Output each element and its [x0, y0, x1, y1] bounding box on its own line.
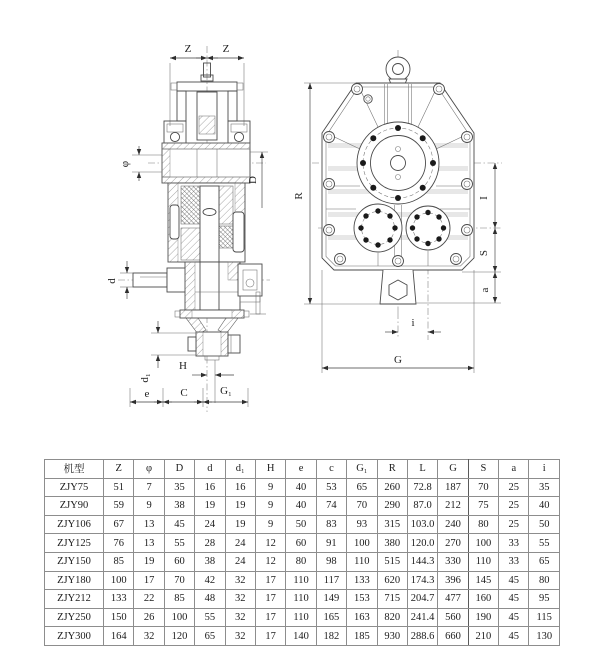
- table-row: [45, 478, 560, 497]
- value-cell: 115: [529, 608, 560, 627]
- value-cell: 60: [164, 552, 194, 571]
- value-cell: 17: [255, 627, 285, 646]
- value-cell: 110: [347, 552, 377, 571]
- value-cell: 75: [468, 497, 498, 516]
- col-header-3: D: [164, 460, 194, 479]
- value-cell: 330: [438, 552, 468, 571]
- value-cell: 153: [347, 590, 377, 609]
- value-cell: 25: [499, 478, 529, 497]
- value-cell: 19: [225, 497, 255, 516]
- value-cell: 9: [255, 478, 285, 497]
- col-header-1: Z: [104, 460, 134, 479]
- value-cell: 288.6: [407, 627, 437, 646]
- value-cell: 396: [438, 571, 468, 590]
- value-cell: 477: [438, 590, 468, 609]
- model-cell: ZJY180: [45, 571, 104, 590]
- value-cell: 164: [104, 627, 134, 646]
- value-cell: 25: [499, 515, 529, 534]
- value-cell: 51: [104, 478, 134, 497]
- spec-table: [44, 459, 560, 646]
- dim-label-phi: φ: [119, 160, 131, 168]
- value-cell: 820: [377, 608, 407, 627]
- value-cell: 204.7: [407, 590, 437, 609]
- table-row: [45, 552, 560, 571]
- value-cell: 80: [468, 515, 498, 534]
- dim-label-e: e: [144, 388, 150, 400]
- value-cell: 55: [195, 608, 225, 627]
- main-bearing-flange: [357, 122, 439, 204]
- value-cell: 13: [134, 515, 164, 534]
- dim-label-I: I: [478, 196, 490, 200]
- value-cell: 100: [468, 534, 498, 553]
- dim-label-D: D: [247, 176, 259, 184]
- value-cell: 40: [286, 497, 316, 516]
- dim-label-G: G: [394, 354, 402, 366]
- model-cell: ZJY150: [45, 552, 104, 571]
- value-cell: 100: [347, 534, 377, 553]
- value-cell: 17: [134, 571, 164, 590]
- value-cell: 33: [499, 534, 529, 553]
- dim-label-a: a: [479, 287, 491, 293]
- value-cell: 45: [164, 515, 194, 534]
- side-section-view: [106, 43, 270, 412]
- value-cell: 715: [377, 590, 407, 609]
- col-header-11: L: [407, 460, 437, 479]
- value-cell: 145: [468, 571, 498, 590]
- value-cell: 32: [225, 627, 255, 646]
- value-cell: 182: [316, 627, 346, 646]
- value-cell: 70: [347, 497, 377, 516]
- value-cell: 117: [316, 571, 346, 590]
- model-cell: ZJY125: [45, 534, 104, 553]
- value-cell: 133: [347, 571, 377, 590]
- value-cell: 19: [225, 515, 255, 534]
- col-header-7: e: [286, 460, 316, 479]
- value-cell: 33: [499, 552, 529, 571]
- value-cell: 16: [225, 478, 255, 497]
- value-cell: 55: [164, 534, 194, 553]
- col-header-6: H: [255, 460, 285, 479]
- value-cell: 87.0: [407, 497, 437, 516]
- value-cell: 110: [286, 608, 316, 627]
- value-cell: 40: [286, 478, 316, 497]
- value-cell: 9: [255, 515, 285, 534]
- col-header-15: i: [529, 460, 560, 479]
- value-cell: 95: [529, 590, 560, 609]
- value-cell: 9: [134, 497, 164, 516]
- value-cell: 72.8: [407, 478, 437, 497]
- value-cell: 290: [377, 497, 407, 516]
- value-cell: 19: [134, 552, 164, 571]
- value-cell: 240: [438, 515, 468, 534]
- value-cell: 120: [164, 627, 194, 646]
- value-cell: 26: [134, 608, 164, 627]
- col-header-8: c: [316, 460, 346, 479]
- value-cell: 70: [468, 478, 498, 497]
- table-row: [45, 627, 560, 646]
- value-cell: 270: [438, 534, 468, 553]
- value-cell: 17: [255, 608, 285, 627]
- value-cell: 65: [529, 552, 560, 571]
- col-header-2: φ: [134, 460, 164, 479]
- dim-label-d1: d₁: [139, 373, 151, 383]
- value-cell: 560: [438, 608, 468, 627]
- value-cell: 65: [347, 478, 377, 497]
- model-cell: ZJY90: [45, 497, 104, 516]
- value-cell: 35: [529, 478, 560, 497]
- value-cell: 190: [468, 608, 498, 627]
- value-cell: 16: [195, 478, 225, 497]
- table-row: [45, 590, 560, 609]
- value-cell: 83: [316, 515, 346, 534]
- front-view: [293, 50, 502, 373]
- table-row: [45, 534, 560, 553]
- col-header-0: 机型: [45, 460, 104, 479]
- value-cell: 380: [377, 534, 407, 553]
- value-cell: 19: [195, 497, 225, 516]
- dim-label-i: i: [411, 317, 415, 329]
- value-cell: 163: [347, 608, 377, 627]
- value-cell: 187: [438, 478, 468, 497]
- value-cell: 140: [286, 627, 316, 646]
- value-cell: 24: [195, 515, 225, 534]
- value-cell: 24: [225, 552, 255, 571]
- value-cell: 100: [104, 571, 134, 590]
- value-cell: 67: [104, 515, 134, 534]
- value-cell: 80: [529, 571, 560, 590]
- value-cell: 50: [529, 515, 560, 534]
- value-cell: 160: [468, 590, 498, 609]
- model-cell: ZJY212: [45, 590, 104, 609]
- dim-label-d: d: [106, 278, 118, 284]
- col-header-10: R: [377, 460, 407, 479]
- value-cell: 12: [255, 534, 285, 553]
- value-cell: 85: [104, 552, 134, 571]
- value-cell: 103.0: [407, 515, 437, 534]
- value-cell: 100: [164, 608, 194, 627]
- value-cell: 48: [195, 590, 225, 609]
- value-cell: 133: [104, 590, 134, 609]
- value-cell: 660: [438, 627, 468, 646]
- value-cell: 110: [286, 571, 316, 590]
- value-cell: 110: [286, 590, 316, 609]
- value-cell: 241.4: [407, 608, 437, 627]
- dim-label-z-left: Z: [184, 43, 192, 55]
- value-cell: 40: [529, 497, 560, 516]
- value-cell: 144.3: [407, 552, 437, 571]
- value-cell: 38: [195, 552, 225, 571]
- col-header-5: d₁: [225, 460, 255, 479]
- value-cell: 32: [225, 571, 255, 590]
- value-cell: 32: [134, 627, 164, 646]
- model-cell: ZJY75: [45, 478, 104, 497]
- value-cell: 70: [164, 571, 194, 590]
- value-cell: 38: [164, 497, 194, 516]
- value-cell: 45: [499, 608, 529, 627]
- value-cell: 17: [255, 590, 285, 609]
- value-cell: 98: [316, 552, 346, 571]
- dim-label-S: S: [478, 249, 490, 257]
- value-cell: 185: [347, 627, 377, 646]
- value-cell: 76: [104, 534, 134, 553]
- value-cell: 17: [255, 571, 285, 590]
- value-cell: 210: [468, 627, 498, 646]
- value-cell: 260: [377, 478, 407, 497]
- col-header-9: G₁: [347, 460, 377, 479]
- value-cell: 80: [286, 552, 316, 571]
- value-cell: 74: [316, 497, 346, 516]
- value-cell: 59: [104, 497, 134, 516]
- value-cell: 150: [104, 608, 134, 627]
- value-cell: 13: [134, 534, 164, 553]
- value-cell: 120.0: [407, 534, 437, 553]
- dimension-table-wrap: [44, 459, 560, 646]
- value-cell: 149: [316, 590, 346, 609]
- value-cell: 45: [499, 627, 529, 646]
- dim-label-C: C: [180, 387, 188, 399]
- value-cell: 93: [347, 515, 377, 534]
- value-cell: 28: [195, 534, 225, 553]
- model-cell: ZJY106: [45, 515, 104, 534]
- value-cell: 55: [529, 534, 560, 553]
- value-cell: 212: [438, 497, 468, 516]
- header-row: [45, 460, 560, 479]
- value-cell: 24: [225, 534, 255, 553]
- dim-label-R: R: [293, 192, 305, 200]
- col-header-14: a: [499, 460, 529, 479]
- value-cell: 50: [286, 515, 316, 534]
- dim-label-G1: G₁: [220, 385, 232, 397]
- value-cell: 85: [164, 590, 194, 609]
- value-cell: 60: [286, 534, 316, 553]
- dim-label-H: H: [179, 360, 187, 372]
- col-header-4: d: [195, 460, 225, 479]
- table-row: [45, 571, 560, 590]
- value-cell: 42: [195, 571, 225, 590]
- value-cell: 91: [316, 534, 346, 553]
- value-cell: 45: [499, 571, 529, 590]
- value-cell: 32: [225, 590, 255, 609]
- value-cell: 620: [377, 571, 407, 590]
- value-cell: 165: [316, 608, 346, 627]
- value-cell: 9: [255, 497, 285, 516]
- col-header-13: S: [468, 460, 498, 479]
- table-row: [45, 497, 560, 516]
- value-cell: 22: [134, 590, 164, 609]
- value-cell: 35: [164, 478, 194, 497]
- drain-plug-hex: [389, 280, 407, 300]
- value-cell: 930: [377, 627, 407, 646]
- value-cell: 12: [255, 552, 285, 571]
- value-cell: 174.3: [407, 571, 437, 590]
- col-header-12: G: [438, 460, 468, 479]
- model-cell: ZJY300: [45, 627, 104, 646]
- dim-label-z-right: Z: [222, 43, 230, 55]
- value-cell: 7: [134, 478, 164, 497]
- value-cell: 65: [195, 627, 225, 646]
- value-cell: 25: [499, 497, 529, 516]
- table-row: [45, 608, 560, 627]
- value-cell: 315: [377, 515, 407, 534]
- model-cell: ZJY250: [45, 608, 104, 627]
- value-cell: 110: [468, 552, 498, 571]
- value-cell: 45: [499, 590, 529, 609]
- value-cell: 32: [225, 608, 255, 627]
- value-cell: 130: [529, 627, 560, 646]
- value-cell: 515: [377, 552, 407, 571]
- table-row: [45, 515, 560, 534]
- value-cell: 53: [316, 478, 346, 497]
